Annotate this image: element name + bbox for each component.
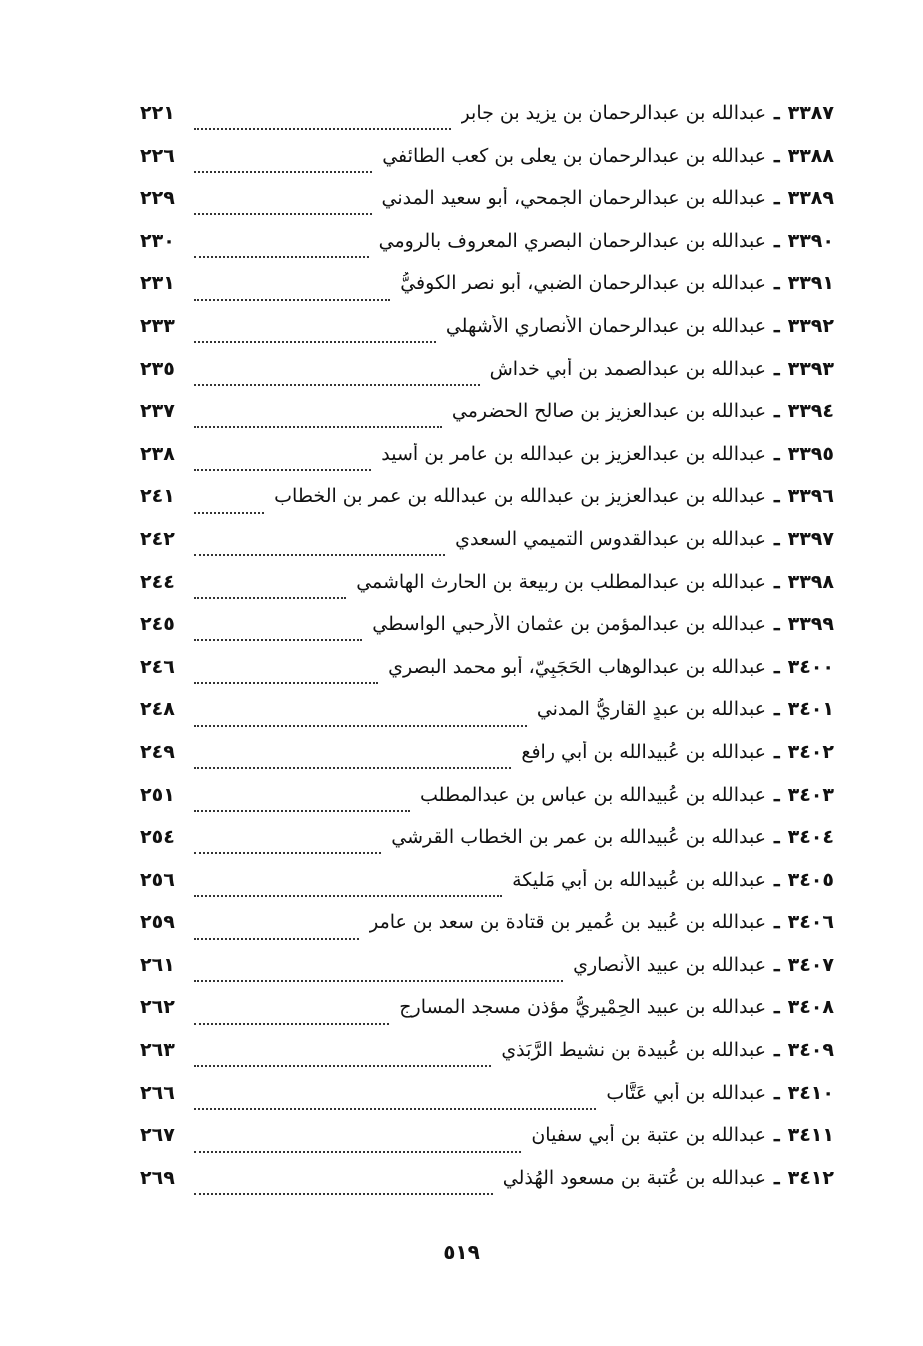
entry-page: ٢٤٤ xyxy=(140,570,175,593)
entry-page: ٢٦٣ xyxy=(140,1039,175,1062)
toc-entry xyxy=(140,400,834,443)
entry-page: ٢٤٥ xyxy=(140,613,175,636)
entry-dash: ـ xyxy=(774,1124,780,1147)
entry-title: عبدالله بن عبدالعزيز بن عبدالله بن عبدالله بن عمر بن الخطاب xyxy=(274,485,767,508)
entry-number: ٣٣٩٣ xyxy=(787,357,834,380)
entry-title: عبدالله بن عبدالقدوس التميمي السعدي xyxy=(455,527,767,550)
toc-entry xyxy=(140,485,834,528)
entry-number: ٣٣٩٨ xyxy=(787,570,834,593)
entry-number: ٣٤٠٢ xyxy=(787,740,834,763)
entry-dash: ـ xyxy=(774,655,780,678)
page-number: ٥١٩ xyxy=(443,1240,480,1264)
leader-dots xyxy=(194,171,372,173)
entry-page: ٢٥٤ xyxy=(140,826,175,849)
entry-number: ٣٣٨٧ xyxy=(787,102,834,124)
entry-number: ٣٤٠٦ xyxy=(787,911,834,934)
entry-dash: ـ xyxy=(774,442,780,465)
entry-page: ٢٤٩ xyxy=(140,740,175,763)
entry-dash: ـ xyxy=(774,698,780,721)
entry-dash: ـ xyxy=(774,570,780,593)
entry-page: ٢٦٦ xyxy=(140,1081,175,1104)
entry-page: ٢٥١ xyxy=(140,783,175,806)
entry-number: ٣٤١٠ xyxy=(787,1081,834,1104)
toc-entry xyxy=(140,1039,834,1082)
entry-title: عبدالله بن عُبيدالله بن عمر بن الخطاب القرشي xyxy=(391,826,767,849)
entry-dash: ـ xyxy=(774,1081,780,1104)
toc-entry xyxy=(140,954,834,997)
toc-entry xyxy=(140,826,834,869)
toc-entry xyxy=(140,272,834,315)
leader-dots xyxy=(194,128,451,130)
entry-title: عبدالله بن عبدالعزيز بن صالح الحضرمي xyxy=(451,400,767,423)
table-of-contents xyxy=(140,102,834,1209)
entry-dash: ـ xyxy=(774,272,780,295)
toc-entry xyxy=(140,358,834,401)
leader-dots xyxy=(194,1108,596,1110)
entry-dash: ـ xyxy=(774,826,780,849)
entry-page: ٢٣٥ xyxy=(140,357,175,380)
leader-dots xyxy=(194,725,527,727)
entry-title: عبدالله بن عبدالصمد بن أبي خداش xyxy=(489,357,767,380)
entry-title: عبدالله بن عُتبة بن مسعود الهُذلي xyxy=(502,1166,767,1189)
entry-dash: ـ xyxy=(774,485,780,508)
entry-title: عبدالله بن عبدالرحمان بن يزيد بن جابر xyxy=(460,102,767,124)
entry-dash: ـ xyxy=(774,102,780,124)
entry-dash: ـ xyxy=(774,783,780,806)
entry-number: ٣٣٩١ xyxy=(787,272,834,295)
entry-page: ٢٢٩ xyxy=(140,187,175,210)
leader-dots xyxy=(194,1065,491,1067)
entry-page: ٢٦١ xyxy=(140,953,175,976)
leader-dots xyxy=(194,938,359,940)
entry-title: عبدالله بن عبدالمطلب بن ربيعة بن الحارث الهاشمي xyxy=(356,570,767,593)
entry-number: ٣٤٠١ xyxy=(787,698,834,721)
entry-page: ٢٢٦ xyxy=(140,144,175,167)
entry-dash: ـ xyxy=(774,868,780,891)
entry-title: عبدالله بن عبيد الحِمْيريُّ مؤذن مسجد المسارج xyxy=(399,996,767,1019)
leader-dots xyxy=(194,682,378,684)
entry-page: ٢٤٦ xyxy=(140,655,175,678)
entry-number: ٣٤٠٨ xyxy=(787,996,834,1019)
leader-dots xyxy=(194,1151,521,1153)
entry-page: ٢٣٨ xyxy=(140,442,175,465)
leader-dots xyxy=(194,469,371,471)
leader-dots xyxy=(194,256,369,258)
entry-title: عبدالله بن عبدٍ القاريُّ المدني xyxy=(536,698,767,721)
entry-dash: ـ xyxy=(774,613,780,636)
toc-entry xyxy=(140,528,834,571)
leader-dots xyxy=(194,639,362,641)
entry-title: عبدالله بن عبدالمؤمن بن عثمان الأَرحبي الواسطي xyxy=(372,613,767,636)
entry-title: عبدالله بن عتبة بن أبي سفيان xyxy=(531,1124,767,1147)
entry-number: ٣٣٨٨ xyxy=(787,144,834,167)
entry-dash: ـ xyxy=(774,400,780,423)
entry-title: عبدالله بن عُبيدالله بن أبي مَليكة xyxy=(512,868,767,891)
entry-number: ٣٤٠٠ xyxy=(787,655,834,678)
entry-dash: ـ xyxy=(774,229,780,252)
entry-title: عبدالله بن عبدالرحمان بن يعلى بن كعب الطائفي xyxy=(382,144,767,167)
toc-entry xyxy=(140,187,834,230)
entry-dash: ـ xyxy=(774,911,780,934)
entry-number: ٣٤٠٤ xyxy=(787,826,834,849)
toc-entry xyxy=(140,656,834,699)
leader-dots xyxy=(194,384,480,386)
entry-title: عبدالله بن عبدالرحمان البصري المعروف بالرومي xyxy=(378,229,767,252)
toc-entry xyxy=(140,1082,834,1125)
entry-dash: ـ xyxy=(774,740,780,763)
entry-number: ٣٣٩٧ xyxy=(787,527,834,550)
entry-page: ٢٦٢ xyxy=(140,996,175,1019)
entry-page: ٢٣١ xyxy=(140,272,175,295)
entry-title: عبدالله بن عبدالعزيز بن عبدالله بن عامر بن أسيد xyxy=(381,442,767,465)
entry-title: عبدالله بن عبدالرحمان الضبي، أبو نصر الكوفيُّ xyxy=(400,272,767,295)
entry-number: ٣٤٠٩ xyxy=(787,1039,834,1062)
toc-entry xyxy=(140,784,834,827)
entry-page: ٢٣٠ xyxy=(140,229,175,252)
entry-number: ٣٣٩٤ xyxy=(787,400,834,423)
entry-title: عبدالله بن عُبيدالله بن أبي رافع xyxy=(521,740,767,763)
toc-entry xyxy=(140,911,834,954)
entry-number: ٣٣٩٥ xyxy=(787,442,834,465)
entry-page: ٢٤٢ xyxy=(140,527,175,550)
entry-dash: ـ xyxy=(774,953,780,976)
leader-dots xyxy=(194,1023,389,1025)
entry-dash: ـ xyxy=(774,314,780,337)
entry-page: ٢٥٩ xyxy=(140,911,175,934)
toc-entry xyxy=(140,613,834,656)
toc-entry xyxy=(140,869,834,912)
entry-number: ٣٣٩٦ xyxy=(787,485,834,508)
leader-dots xyxy=(194,895,502,897)
toc-entry xyxy=(140,1167,834,1210)
leader-dots xyxy=(194,512,264,514)
entry-title: عبدالله بن عبدالرحمان الجمحي، أبو سعيد المدني xyxy=(381,187,767,210)
entry-dash: ـ xyxy=(774,527,780,550)
leader-dots xyxy=(194,597,346,599)
toc-entry xyxy=(140,315,834,358)
leader-dots xyxy=(194,1193,493,1195)
leader-dots xyxy=(194,767,511,769)
entry-number: ٣٤١٢ xyxy=(787,1166,834,1189)
toc-entry xyxy=(140,443,834,486)
entry-title: عبدالله بن عُبيدة بن نشيط الرَّبَذي xyxy=(501,1039,767,1062)
leader-dots xyxy=(194,213,372,215)
entry-title: عبدالله بن عبدالرحمان الأنصاري الأشهلي xyxy=(445,314,767,337)
entry-dash: ـ xyxy=(774,1039,780,1062)
entry-title: عبدالله بن عُبيدالله بن عباس بن عبدالمطلب xyxy=(419,783,767,806)
toc-entry xyxy=(140,1124,834,1167)
entry-dash: ـ xyxy=(774,996,780,1019)
entry-number: ٣٤١١ xyxy=(787,1124,834,1147)
leader-dots xyxy=(194,426,442,428)
entry-number: ٣٤٠٧ xyxy=(787,953,834,976)
leader-dots xyxy=(194,554,445,556)
toc-entry xyxy=(140,102,834,145)
leader-dots xyxy=(194,299,390,301)
leader-dots xyxy=(194,980,563,982)
entry-title: عبدالله بن عُبيد بن عُمير بن قتادة بن سعد بن عامر xyxy=(369,911,767,934)
entry-dash: ـ xyxy=(774,357,780,380)
toc-entry xyxy=(140,698,834,741)
leader-dots xyxy=(194,810,410,812)
entry-number: ٣٣٩٩ xyxy=(787,613,834,636)
entry-number: ٣٣٩٢ xyxy=(787,314,834,337)
entry-number: ٣٤٠٥ xyxy=(787,868,834,891)
entry-dash: ـ xyxy=(774,187,780,210)
entry-page: ٢٣٧ xyxy=(140,400,175,423)
entry-page: ٢٤١ xyxy=(140,485,175,508)
entry-page: ٢٢١ xyxy=(140,102,175,124)
entry-page: ٢٤٨ xyxy=(140,698,175,721)
entry-number: ٣٣٩٠ xyxy=(787,229,834,252)
toc-entry xyxy=(140,230,834,273)
entry-number: ٣٣٨٩ xyxy=(787,187,834,210)
entry-number: ٣٤٠٣ xyxy=(787,783,834,806)
toc-entry xyxy=(140,145,834,188)
entry-page: ٢٣٣ xyxy=(140,314,175,337)
entry-page: ٢٦٩ xyxy=(140,1166,175,1189)
toc-entry xyxy=(140,741,834,784)
entry-title: عبدالله بن عبيد الأنصاري xyxy=(573,953,767,976)
leader-dots xyxy=(194,341,436,343)
leader-dots xyxy=(194,852,381,854)
toc-entry xyxy=(140,996,834,1039)
entry-dash: ـ xyxy=(774,1166,780,1189)
toc-entry xyxy=(140,571,834,614)
entry-title: عبدالله بن عبدالوهاب الحَجَبِيّ، أبو محمد البصري xyxy=(388,655,767,678)
entry-dash: ـ xyxy=(774,144,780,167)
entry-page: ٢٥٦ xyxy=(140,868,175,891)
entry-title: عبدالله بن أبي عَتَّاب xyxy=(606,1081,767,1104)
entry-page: ٢٦٧ xyxy=(140,1124,175,1147)
